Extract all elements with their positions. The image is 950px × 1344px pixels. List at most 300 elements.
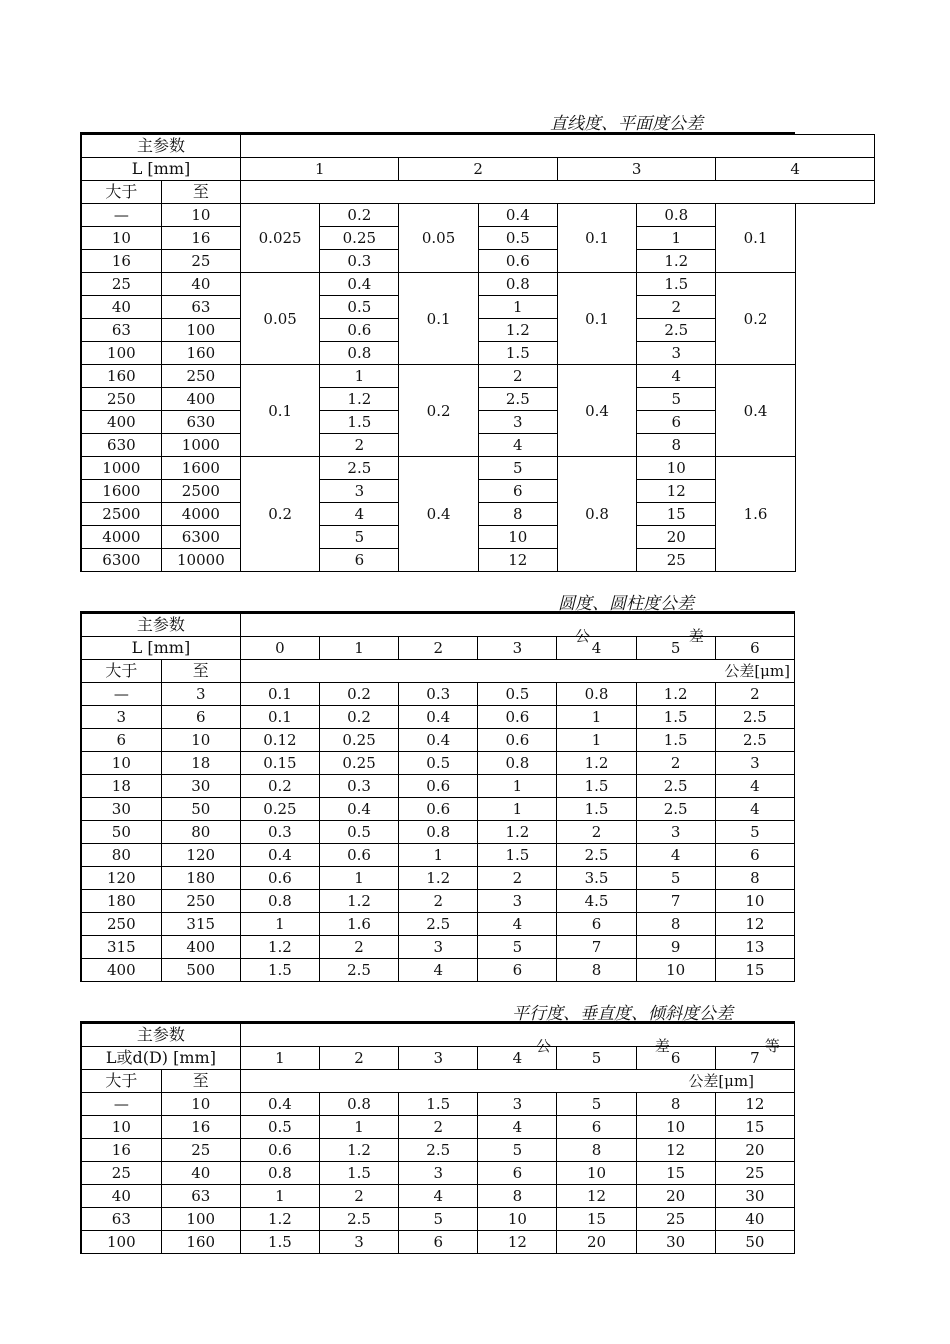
value-cell: 20	[636, 1185, 715, 1208]
range-over: 2500	[81, 503, 161, 526]
value-cell: 1.2	[557, 752, 636, 775]
range-over: 16	[81, 250, 161, 273]
table-row	[81, 683, 795, 706]
value-cell: 3	[399, 936, 478, 959]
value-cell: 25	[636, 1208, 715, 1231]
header-main-param: 主参数	[81, 135, 241, 158]
value-cell: 5	[478, 457, 557, 480]
value-cell: 2.5	[636, 775, 715, 798]
grade-col: 2	[319, 1047, 398, 1070]
value-cell: 3	[320, 480, 399, 503]
value-cell: 12	[478, 1231, 557, 1254]
value-cell: 20	[557, 1231, 636, 1254]
header-band	[240, 614, 794, 645]
value-cell: 2.5	[478, 388, 557, 411]
value-cell: 0.8	[240, 1162, 319, 1185]
header-to: 至	[161, 660, 240, 683]
range-to: 250	[161, 890, 240, 913]
grade-3: 3	[557, 158, 715, 181]
value-cell: 4	[715, 775, 794, 798]
merged-value: 0.8	[557, 457, 636, 572]
value-cell: 1	[478, 798, 557, 821]
value-cell: 5	[478, 1139, 557, 1162]
value-cell: 2	[399, 890, 478, 913]
value-cell: 4	[478, 1116, 557, 1139]
value-cell: 0.8	[637, 204, 716, 227]
value-cell: 9	[636, 936, 715, 959]
value-cell: 0.5	[478, 227, 557, 250]
range-to: 30	[161, 775, 240, 798]
table-row	[81, 1139, 795, 1162]
table-row	[81, 1185, 795, 1208]
value-cell: 2.5	[399, 913, 478, 936]
range-over: 10	[81, 1116, 161, 1139]
value-cell: 15	[715, 959, 794, 982]
straightness-flatness-table	[80, 134, 875, 572]
value-cell: 0.8	[399, 821, 478, 844]
range-to: 2500	[161, 480, 240, 503]
range-over: 18	[81, 775, 161, 798]
value-cell: 1.2	[319, 890, 398, 913]
value-cell: 6	[320, 549, 399, 572]
range-over: 250	[81, 913, 161, 936]
roundness-table-viewport	[80, 611, 795, 979]
range-to: 400	[161, 388, 240, 411]
grade-col: 2	[399, 637, 478, 660]
value-cell: 2	[557, 821, 636, 844]
grade-col: 4	[557, 637, 636, 660]
band-gong: 公	[535, 1037, 551, 1055]
value-cell: 0.5	[399, 752, 478, 775]
range-to: 630	[161, 411, 240, 434]
value-cell: 2	[478, 365, 557, 388]
range-over: 63	[81, 1208, 161, 1231]
header-row-param	[81, 1024, 795, 1047]
value-cell: 1.2	[240, 936, 319, 959]
value-cell: 1.5	[557, 775, 636, 798]
value-cell: 3	[478, 411, 557, 434]
grade-col: 5	[636, 637, 715, 660]
value-cell: 0.25	[319, 752, 398, 775]
range-over: 100	[81, 1231, 161, 1254]
table1-title: 直线度、平面度公差	[550, 114, 703, 134]
value-cell: 12	[636, 1139, 715, 1162]
grade-col: 5	[557, 1047, 636, 1070]
merged-value: 0.05	[399, 204, 478, 273]
value-cell: 1	[320, 365, 399, 388]
table-row	[81, 1116, 795, 1139]
value-cell: 0.1	[240, 706, 319, 729]
value-cell: 6	[557, 913, 636, 936]
value-cell: 5	[478, 936, 557, 959]
range-to: 400	[161, 936, 240, 959]
range-to: 10000	[161, 549, 240, 572]
range-over: —	[81, 1093, 161, 1116]
value-cell: 0.8	[320, 342, 399, 365]
range-over: 1000	[81, 457, 161, 480]
range-to: 1600	[161, 457, 240, 480]
range-to: 40	[161, 1162, 240, 1185]
range-over: 10	[81, 227, 161, 250]
value-cell: 4	[715, 798, 794, 821]
value-cell: 12	[637, 480, 716, 503]
value-cell: 0.3	[399, 683, 478, 706]
range-to: 10	[161, 204, 240, 227]
value-cell: 1.2	[478, 319, 557, 342]
value-cell: 4	[320, 503, 399, 526]
table-row	[81, 844, 795, 867]
header-over: 大于	[81, 1070, 161, 1093]
range-to: 80	[161, 821, 240, 844]
value-cell: 1	[557, 706, 636, 729]
range-to: 160	[161, 1231, 240, 1254]
value-cell: 3	[399, 1162, 478, 1185]
table-row	[81, 706, 795, 729]
value-cell: 4.5	[557, 890, 636, 913]
header-unit: L [mm]	[81, 158, 241, 181]
merged-value: 1.6	[716, 457, 795, 572]
value-cell: 1.2	[637, 250, 716, 273]
value-cell: 2	[319, 1185, 398, 1208]
range-to: 6	[161, 706, 240, 729]
table-row	[81, 775, 795, 798]
range-over: 6300	[81, 549, 161, 572]
grade-col: 6	[636, 1047, 715, 1070]
value-cell: 1.6	[319, 913, 398, 936]
value-cell: 12	[715, 913, 794, 936]
value-cell: 10	[636, 1116, 715, 1139]
range-to: 63	[161, 1185, 240, 1208]
table-row	[81, 867, 795, 890]
band-deng: 等	[764, 1037, 780, 1055]
value-cell: 0.2	[320, 204, 399, 227]
range-over: 250	[81, 388, 161, 411]
value-cell: 0.8	[319, 1093, 398, 1116]
value-cell: 10	[478, 526, 557, 549]
value-cell: 5	[399, 1208, 478, 1231]
value-cell: 10	[636, 959, 715, 982]
value-cell: 0.5	[320, 296, 399, 319]
value-cell: 1.2	[319, 1139, 398, 1162]
value-cell: 1.5	[399, 1093, 478, 1116]
value-cell: 20	[637, 526, 716, 549]
value-cell: 15	[636, 1162, 715, 1185]
range-over: 4000	[81, 526, 161, 549]
table-row	[81, 798, 795, 821]
value-cell: 2	[478, 867, 557, 890]
header-row-range	[81, 1070, 795, 1093]
range-to: 18	[161, 752, 240, 775]
merged-value: 0.05	[241, 273, 320, 365]
value-cell: 1.2	[320, 388, 399, 411]
value-cell: 0.25	[240, 798, 319, 821]
range-to: 40	[161, 273, 240, 296]
value-cell: 0.2	[319, 706, 398, 729]
range-over: 400	[81, 959, 161, 982]
value-cell: 1	[319, 1116, 398, 1139]
value-cell: 6	[399, 1231, 478, 1254]
range-to: 100	[161, 1208, 240, 1231]
value-cell: 2.5	[715, 706, 794, 729]
value-cell: 4	[636, 844, 715, 867]
range-over: —	[81, 204, 161, 227]
grade-col: 1	[240, 1047, 319, 1070]
header-blank	[241, 181, 875, 204]
value-cell: 3	[319, 1231, 398, 1254]
range-to: 16	[161, 227, 240, 250]
flatness-table-viewport	[80, 132, 800, 570]
value-cell: 2	[320, 434, 399, 457]
value-cell: 1	[478, 775, 557, 798]
value-cell: 10	[715, 890, 794, 913]
value-cell: 15	[557, 1208, 636, 1231]
range-over: 10	[81, 752, 161, 775]
range-over: —	[81, 683, 161, 706]
value-cell: 0.5	[319, 821, 398, 844]
value-cell: 0.4	[240, 844, 319, 867]
range-over: 1600	[81, 480, 161, 503]
value-cell: 2.5	[399, 1139, 478, 1162]
value-cell: 4	[478, 434, 557, 457]
range-over: 63	[81, 319, 161, 342]
value-cell: 6	[637, 411, 716, 434]
table-row	[81, 752, 795, 775]
header-over: 大于	[81, 181, 161, 204]
header-row-param	[81, 135, 875, 158]
value-cell: 3.5	[557, 867, 636, 890]
value-cell: 2.5	[715, 729, 794, 752]
value-cell: 8	[636, 1093, 715, 1116]
value-cell: 5	[557, 1093, 636, 1116]
value-cell: 2.5	[636, 798, 715, 821]
header-unit: L [mm]	[81, 637, 240, 660]
grade-col: 3	[399, 1047, 478, 1070]
value-cell: 8	[557, 959, 636, 982]
value-cell: 0.4	[320, 273, 399, 296]
range-to: 180	[161, 867, 240, 890]
header-to: 至	[161, 1070, 240, 1093]
value-cell: 5	[636, 867, 715, 890]
grade-col: 3	[478, 637, 557, 660]
value-cell: 0.6	[399, 775, 478, 798]
value-cell: 12	[715, 1093, 794, 1116]
range-over: 80	[81, 844, 161, 867]
range-over: 25	[81, 273, 161, 296]
merged-value: 0.4	[399, 457, 478, 572]
range-to: 25	[161, 1139, 240, 1162]
merged-value: 0.025	[241, 204, 320, 273]
range-to: 315	[161, 913, 240, 936]
value-cell: 7	[557, 936, 636, 959]
value-cell: 1.5	[557, 798, 636, 821]
grade-col: 1	[319, 637, 398, 660]
value-cell: 2.5	[557, 844, 636, 867]
value-cell: 8	[478, 1185, 557, 1208]
table-row	[81, 959, 795, 982]
range-to: 10	[161, 729, 240, 752]
value-cell: 50	[715, 1231, 794, 1254]
range-to: 63	[161, 296, 240, 319]
grade-col: 6	[715, 637, 794, 660]
range-to: 6300	[161, 526, 240, 549]
value-cell: 1	[240, 913, 319, 936]
value-cell: 1.2	[240, 1208, 319, 1231]
value-cell: 1	[399, 844, 478, 867]
merged-value: 0.1	[716, 204, 795, 273]
value-cell: 30	[715, 1185, 794, 1208]
range-to: 500	[161, 959, 240, 982]
header-to: 至	[161, 181, 240, 204]
value-cell: 2.5	[319, 1208, 398, 1231]
value-cell: 1	[478, 296, 557, 319]
value-cell: 0.6	[319, 844, 398, 867]
value-cell: 10	[637, 457, 716, 480]
range-over: 3	[81, 706, 161, 729]
range-to: 160	[161, 342, 240, 365]
value-cell: 0.2	[319, 683, 398, 706]
range-to: 100	[161, 319, 240, 342]
table3-title: 平行度、垂直度、倾斜度公差	[512, 1004, 733, 1024]
value-cell: 25	[715, 1162, 794, 1185]
merged-value: 0.4	[557, 365, 636, 457]
range-over: 180	[81, 890, 161, 913]
value-cell: 0.4	[399, 706, 478, 729]
range-over: 30	[81, 798, 161, 821]
range-to: 1000	[161, 434, 240, 457]
value-cell: 15	[637, 503, 716, 526]
value-cell: 30	[636, 1231, 715, 1254]
header-row-range	[81, 660, 795, 683]
grade-2: 2	[399, 158, 557, 181]
value-cell: 0.4	[399, 729, 478, 752]
value-cell: 2.5	[319, 959, 398, 982]
range-over: 315	[81, 936, 161, 959]
value-cell: 1.5	[240, 1231, 319, 1254]
band-gong: 公	[574, 627, 590, 645]
table-row	[81, 1208, 795, 1231]
value-cell: 1.5	[319, 1162, 398, 1185]
grade-col: 7	[715, 1047, 794, 1070]
value-cell: 4	[637, 365, 716, 388]
value-cell: 15	[715, 1116, 794, 1139]
table-row	[81, 457, 875, 480]
range-over: 630	[81, 434, 161, 457]
grade-1: 1	[241, 158, 399, 181]
value-cell: 6	[478, 1162, 557, 1185]
parallelism-table-viewport	[80, 1021, 795, 1253]
value-cell: 40	[715, 1208, 794, 1231]
value-cell: 1.2	[399, 867, 478, 890]
header-band	[241, 135, 875, 158]
table-row	[81, 936, 795, 959]
table-row	[81, 365, 875, 388]
header-row-grades	[81, 637, 795, 660]
value-cell: 0.4	[319, 798, 398, 821]
value-cell: 3	[478, 890, 557, 913]
value-cell: 0.2	[240, 775, 319, 798]
range-to: 10	[161, 1093, 240, 1116]
value-cell: 12	[478, 549, 557, 572]
range-over: 25	[81, 1162, 161, 1185]
value-cell: 20	[715, 1139, 794, 1162]
value-cell: 0.4	[240, 1093, 319, 1116]
value-cell: 1.5	[636, 729, 715, 752]
value-cell: 3	[715, 752, 794, 775]
value-cell: 2.5	[637, 319, 716, 342]
value-cell: 6	[478, 480, 557, 503]
unit-label: 公差[μm]	[240, 660, 794, 683]
range-over: 400	[81, 411, 161, 434]
value-cell: 0.8	[557, 683, 636, 706]
value-cell: 1.5	[637, 273, 716, 296]
value-cell: 0.6	[478, 706, 557, 729]
value-cell: 0.3	[240, 821, 319, 844]
value-cell: 0.1	[240, 683, 319, 706]
merged-value: 0.1	[241, 365, 320, 457]
value-cell: 1.5	[636, 706, 715, 729]
range-over: 40	[81, 1185, 161, 1208]
value-cell: 25	[637, 549, 716, 572]
value-cell: 0.25	[319, 729, 398, 752]
merged-value: 0.1	[399, 273, 478, 365]
table2-title: 圆度、圆柱度公差	[558, 594, 694, 614]
value-cell: 0.5	[240, 1116, 319, 1139]
value-cell: 0.3	[320, 250, 399, 273]
value-cell: 0.8	[240, 890, 319, 913]
value-cell: 0.25	[320, 227, 399, 250]
value-cell: 4	[478, 913, 557, 936]
value-cell: 5	[637, 388, 716, 411]
value-cell: 1.5	[478, 342, 557, 365]
value-cell: 2	[399, 1116, 478, 1139]
merged-value: 0.2	[241, 457, 320, 572]
value-cell: 0.6	[399, 798, 478, 821]
value-cell: 0.6	[478, 250, 557, 273]
value-cell: 8	[637, 434, 716, 457]
value-cell: 6	[715, 844, 794, 867]
value-cell: 1.5	[320, 411, 399, 434]
value-cell: 3	[636, 821, 715, 844]
value-cell: 4	[399, 1185, 478, 1208]
table-row	[81, 204, 875, 227]
unit-label: 公差[μm]	[240, 1070, 794, 1093]
range-over: 40	[81, 296, 161, 319]
value-cell: 1	[240, 1185, 319, 1208]
value-cell: 2	[319, 936, 398, 959]
range-over: 16	[81, 1139, 161, 1162]
merged-value: 0.2	[399, 365, 478, 457]
value-cell: 5	[320, 526, 399, 549]
table-row	[81, 821, 795, 844]
value-cell: 0.6	[240, 867, 319, 890]
value-cell: 1	[319, 867, 398, 890]
table-row	[81, 273, 875, 296]
range-to: 50	[161, 798, 240, 821]
value-cell: 0.8	[478, 273, 557, 296]
grade-col: 4	[478, 1047, 557, 1070]
range-to: 4000	[161, 503, 240, 526]
value-cell: 3	[478, 1093, 557, 1116]
value-cell: 10	[478, 1208, 557, 1231]
range-to: 120	[161, 844, 240, 867]
table-row	[81, 1231, 795, 1254]
value-cell: 10	[557, 1162, 636, 1185]
table-row	[81, 1162, 795, 1185]
value-cell: 0.6	[320, 319, 399, 342]
value-cell: 2	[637, 296, 716, 319]
value-cell: 1.2	[636, 683, 715, 706]
value-cell: 3	[637, 342, 716, 365]
